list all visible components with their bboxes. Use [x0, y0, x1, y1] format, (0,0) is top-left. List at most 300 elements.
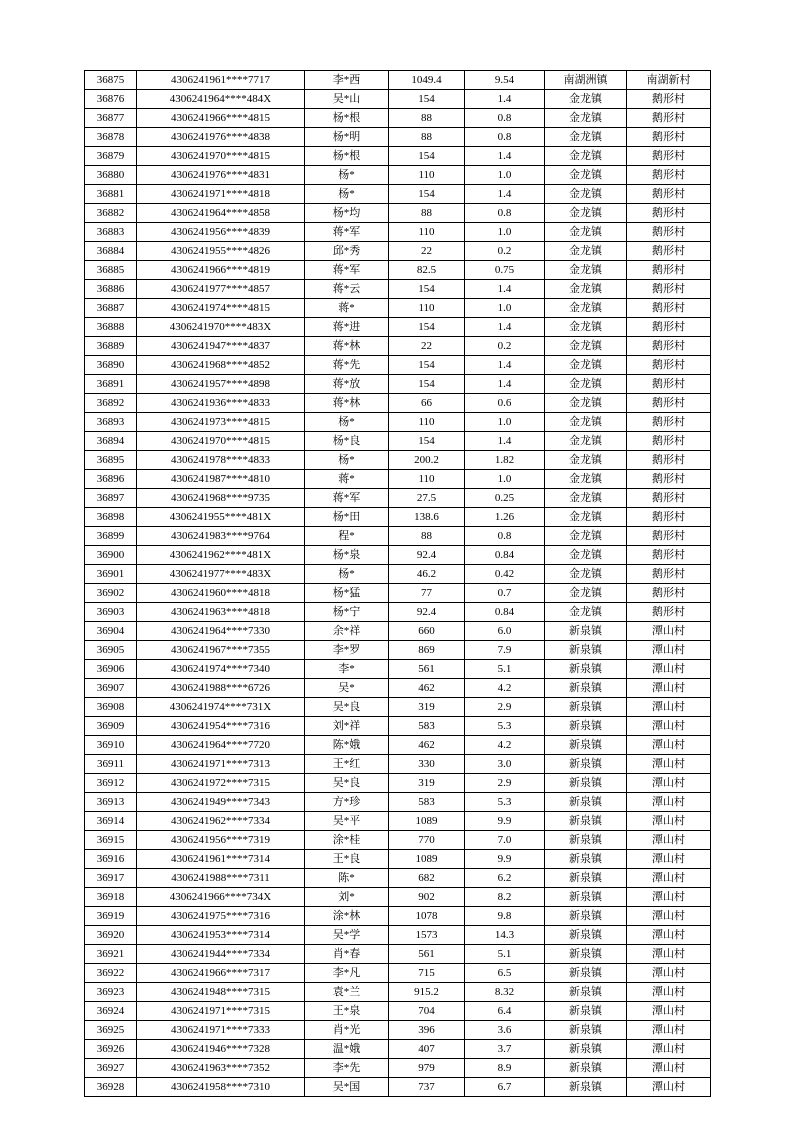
table-cell-area: 8.32 [465, 983, 545, 1002]
table-cell-name: 陈*娥 [305, 736, 389, 755]
table-cell-serial: 36880 [85, 166, 137, 185]
table-cell-name: 刘*祥 [305, 717, 389, 736]
table-cell-name: 肖*光 [305, 1021, 389, 1040]
table-cell-name: 王*良 [305, 850, 389, 869]
table-cell-id: 4306241946****7328 [137, 1040, 305, 1059]
table-cell-name: 李*西 [305, 71, 389, 90]
beneficiary-table [84, 70, 711, 1097]
table-cell-town: 新泉镇 [545, 1040, 627, 1059]
table-cell-serial: 36924 [85, 1002, 137, 1021]
table-cell-name: 李*罗 [305, 641, 389, 660]
table-cell-town: 新泉镇 [545, 850, 627, 869]
table-cell-town: 金龙镇 [545, 204, 627, 223]
table-cell-area: 6.5 [465, 964, 545, 983]
table-cell-serial: 36909 [85, 717, 137, 736]
table-cell-id: 4306241953****7314 [137, 926, 305, 945]
table-cell-amount: 88 [389, 109, 465, 128]
table-row [85, 413, 711, 432]
table-row [85, 489, 711, 508]
table-cell-town: 新泉镇 [545, 869, 627, 888]
table-cell-area: 8.2 [465, 888, 545, 907]
table-row [85, 508, 711, 527]
table-cell-area: 1.4 [465, 318, 545, 337]
table-cell-area: 1.4 [465, 147, 545, 166]
table-cell-area: 4.2 [465, 679, 545, 698]
table-cell-name: 程* [305, 527, 389, 546]
table-cell-village: 潭山村 [627, 907, 711, 926]
table-cell-serial: 36899 [85, 527, 137, 546]
table-cell-area: 9.9 [465, 850, 545, 869]
table-cell-serial: 36923 [85, 983, 137, 1002]
table-row [85, 774, 711, 793]
table-cell-village: 鹅形村 [627, 489, 711, 508]
table-cell-amount: 154 [389, 185, 465, 204]
table-row [85, 679, 711, 698]
table-cell-town: 金龙镇 [545, 527, 627, 546]
table-cell-name: 杨*根 [305, 109, 389, 128]
table-cell-town: 金龙镇 [545, 375, 627, 394]
table-cell-town: 新泉镇 [545, 717, 627, 736]
table-cell-town: 新泉镇 [545, 1059, 627, 1078]
table-cell-serial: 36922 [85, 964, 137, 983]
table-cell-amount: 88 [389, 204, 465, 223]
table-cell-village: 潭山村 [627, 774, 711, 793]
table-cell-village: 鹅形村 [627, 280, 711, 299]
table-cell-area: 3.6 [465, 1021, 545, 1040]
table-cell-village: 鹅形村 [627, 432, 711, 451]
table-row [85, 755, 711, 774]
table-row [85, 736, 711, 755]
table-cell-id: 4306241944****7334 [137, 945, 305, 964]
table-cell-town: 金龙镇 [545, 128, 627, 147]
table-cell-id: 4306241961****7314 [137, 850, 305, 869]
table-cell-town: 新泉镇 [545, 755, 627, 774]
table-cell-town: 金龙镇 [545, 337, 627, 356]
table-cell-amount: 92.4 [389, 546, 465, 565]
table-cell-amount: 660 [389, 622, 465, 641]
table-cell-area: 7.0 [465, 831, 545, 850]
table-row [85, 565, 711, 584]
table-cell-id: 4306241961****7717 [137, 71, 305, 90]
table-cell-town: 新泉镇 [545, 698, 627, 717]
table-cell-id: 4306241964****4858 [137, 204, 305, 223]
table-row [85, 983, 711, 1002]
table-cell-id: 4306241964****7720 [137, 736, 305, 755]
table-cell-area: 5.3 [465, 793, 545, 812]
table-cell-id: 4306241976****4831 [137, 166, 305, 185]
table-cell-name: 蒋*林 [305, 337, 389, 356]
table-cell-amount: 319 [389, 774, 465, 793]
table-cell-amount: 396 [389, 1021, 465, 1040]
table-cell-town: 金龙镇 [545, 223, 627, 242]
table-cell-name: 吴*山 [305, 90, 389, 109]
table-cell-town: 新泉镇 [545, 888, 627, 907]
table-row [85, 584, 711, 603]
table-cell-amount: 1089 [389, 850, 465, 869]
table-cell-name: 蒋* [305, 299, 389, 318]
table-row [85, 185, 711, 204]
table-cell-amount: 110 [389, 413, 465, 432]
table-cell-village: 鹅形村 [627, 242, 711, 261]
table-cell-name: 吴*国 [305, 1078, 389, 1097]
table-cell-area: 7.9 [465, 641, 545, 660]
table-cell-amount: 770 [389, 831, 465, 850]
table-cell-name: 杨*泉 [305, 546, 389, 565]
table-cell-village: 潭山村 [627, 679, 711, 698]
table-cell-amount: 979 [389, 1059, 465, 1078]
table-cell-area: 6.0 [465, 622, 545, 641]
table-row [85, 660, 711, 679]
table-cell-id: 4306241983****9764 [137, 527, 305, 546]
table-row [85, 698, 711, 717]
table-cell-id: 4306241967****7355 [137, 641, 305, 660]
table-cell-area: 1.4 [465, 375, 545, 394]
table-cell-name: 杨* [305, 185, 389, 204]
table-cell-area: 4.2 [465, 736, 545, 755]
table-cell-amount: 154 [389, 318, 465, 337]
table-cell-serial: 36904 [85, 622, 137, 641]
table-cell-area: 0.42 [465, 565, 545, 584]
table-cell-name: 蒋*军 [305, 223, 389, 242]
table-cell-name: 涂*桂 [305, 831, 389, 850]
table-cell-id: 4306241947****4837 [137, 337, 305, 356]
table-cell-serial: 36913 [85, 793, 137, 812]
table-cell-serial: 36914 [85, 812, 137, 831]
table-cell-amount: 154 [389, 147, 465, 166]
table-cell-village: 鹅形村 [627, 508, 711, 527]
table-cell-town: 新泉镇 [545, 660, 627, 679]
table-cell-id: 4306241963****4818 [137, 603, 305, 622]
table-cell-town: 金龙镇 [545, 413, 627, 432]
table-cell-id: 4306241966****734X [137, 888, 305, 907]
table-cell-village: 南湖新村 [627, 71, 711, 90]
table-cell-name: 李*凡 [305, 964, 389, 983]
table-cell-id: 4306241974****7340 [137, 660, 305, 679]
table-cell-amount: 77 [389, 584, 465, 603]
table-cell-area: 1.0 [465, 223, 545, 242]
table-cell-serial: 36882 [85, 204, 137, 223]
table-row [85, 356, 711, 375]
table-cell-name: 方*珍 [305, 793, 389, 812]
table-cell-town: 新泉镇 [545, 945, 627, 964]
table-cell-town: 新泉镇 [545, 793, 627, 812]
table-cell-village: 鹅形村 [627, 185, 711, 204]
table-cell-village: 鹅形村 [627, 337, 711, 356]
table-cell-village: 潭山村 [627, 888, 711, 907]
table-cell-town: 金龙镇 [545, 299, 627, 318]
table-cell-id: 4306241987****4810 [137, 470, 305, 489]
table-cell-id: 4306241970****4815 [137, 147, 305, 166]
table-cell-id: 4306241973****4815 [137, 413, 305, 432]
table-row [85, 641, 711, 660]
table-cell-id: 4306241955****481X [137, 508, 305, 527]
table-cell-serial: 36889 [85, 337, 137, 356]
table-cell-name: 袁*兰 [305, 983, 389, 1002]
table-row [85, 394, 711, 413]
table-cell-town: 新泉镇 [545, 983, 627, 1002]
table-cell-town: 新泉镇 [545, 679, 627, 698]
table-cell-serial: 36919 [85, 907, 137, 926]
table-cell-village: 潭山村 [627, 1021, 711, 1040]
table-cell-serial: 36879 [85, 147, 137, 166]
table-cell-serial: 36884 [85, 242, 137, 261]
table-cell-area: 9.9 [465, 812, 545, 831]
table-cell-serial: 36888 [85, 318, 137, 337]
table-cell-town: 金龙镇 [545, 318, 627, 337]
table-cell-amount: 869 [389, 641, 465, 660]
table-cell-amount: 154 [389, 280, 465, 299]
table-cell-town: 金龙镇 [545, 584, 627, 603]
table-cell-amount: 110 [389, 223, 465, 242]
table-cell-amount: 46.2 [389, 565, 465, 584]
table-cell-area: 5.1 [465, 660, 545, 679]
table-cell-id: 4306241976****4838 [137, 128, 305, 147]
table-cell-id: 4306241988****6726 [137, 679, 305, 698]
table-cell-area: 0.2 [465, 337, 545, 356]
table-cell-serial: 36876 [85, 90, 137, 109]
table-cell-village: 潭山村 [627, 641, 711, 660]
table-cell-area: 6.4 [465, 1002, 545, 1021]
table-cell-area: 0.75 [465, 261, 545, 280]
table-cell-serial: 36927 [85, 1059, 137, 1078]
table-cell-id: 4306241966****4819 [137, 261, 305, 280]
table-cell-id: 4306241956****4839 [137, 223, 305, 242]
table-row [85, 204, 711, 223]
table-cell-area: 3.7 [465, 1040, 545, 1059]
table-row [85, 964, 711, 983]
table-row [85, 1078, 711, 1097]
table-cell-id: 4306241971****7333 [137, 1021, 305, 1040]
table-cell-serial: 36877 [85, 109, 137, 128]
table-cell-id: 4306241974****731X [137, 698, 305, 717]
table-cell-amount: 462 [389, 679, 465, 698]
table-cell-id: 4306241958****7310 [137, 1078, 305, 1097]
table-cell-town: 金龙镇 [545, 470, 627, 489]
table-cell-amount: 902 [389, 888, 465, 907]
table-cell-town: 新泉镇 [545, 831, 627, 850]
table-cell-name: 陈* [305, 869, 389, 888]
table-cell-village: 潭山村 [627, 964, 711, 983]
table-cell-serial: 36921 [85, 945, 137, 964]
table-cell-town: 新泉镇 [545, 1078, 627, 1097]
table-cell-town: 南湖洲镇 [545, 71, 627, 90]
table-cell-area: 6.7 [465, 1078, 545, 1097]
table-row [85, 1040, 711, 1059]
table-cell-town: 新泉镇 [545, 774, 627, 793]
table-cell-village: 鹅形村 [627, 546, 711, 565]
table-cell-area: 1.0 [465, 166, 545, 185]
table-cell-village: 潭山村 [627, 736, 711, 755]
table-cell-name: 吴*平 [305, 812, 389, 831]
table-cell-serial: 36878 [85, 128, 137, 147]
table-cell-area: 0.84 [465, 546, 545, 565]
table-row [85, 166, 711, 185]
table-cell-serial: 36892 [85, 394, 137, 413]
table-cell-amount: 154 [389, 356, 465, 375]
table-cell-town: 金龙镇 [545, 261, 627, 280]
table-row [85, 71, 711, 90]
table-cell-village: 潭山村 [627, 1059, 711, 1078]
table-cell-town: 金龙镇 [545, 432, 627, 451]
table-cell-serial: 36883 [85, 223, 137, 242]
table-cell-village: 潭山村 [627, 1002, 711, 1021]
table-row [85, 1021, 711, 1040]
table-cell-town: 金龙镇 [545, 147, 627, 166]
table-cell-serial: 36902 [85, 584, 137, 603]
table-cell-name: 杨* [305, 565, 389, 584]
table-cell-serial: 36912 [85, 774, 137, 793]
table-cell-area: 6.2 [465, 869, 545, 888]
table-cell-serial: 36926 [85, 1040, 137, 1059]
table-cell-town: 新泉镇 [545, 736, 627, 755]
table-cell-id: 4306241955****4826 [137, 242, 305, 261]
table-cell-town: 新泉镇 [545, 622, 627, 641]
table-cell-area: 0.8 [465, 128, 545, 147]
table-cell-serial: 36901 [85, 565, 137, 584]
table-cell-area: 0.8 [465, 527, 545, 546]
table-cell-name: 蒋*进 [305, 318, 389, 337]
table-cell-area: 1.0 [465, 299, 545, 318]
table-cell-name: 杨*明 [305, 128, 389, 147]
table-row [85, 109, 711, 128]
table-row [85, 527, 711, 546]
table-cell-id: 4306241936****4833 [137, 394, 305, 413]
table-row [85, 261, 711, 280]
table-cell-name: 吴*良 [305, 698, 389, 717]
table-cell-name: 李*先 [305, 1059, 389, 1078]
table-cell-village: 鹅形村 [627, 394, 711, 413]
table-cell-amount: 407 [389, 1040, 465, 1059]
table-cell-id: 4306241964****7330 [137, 622, 305, 641]
table-row [85, 603, 711, 622]
table-cell-area: 1.4 [465, 280, 545, 299]
table-cell-id: 4306241948****7315 [137, 983, 305, 1002]
table-cell-amount: 154 [389, 375, 465, 394]
table-cell-village: 潭山村 [627, 660, 711, 679]
table-cell-amount: 462 [389, 736, 465, 755]
table-cell-village: 潭山村 [627, 622, 711, 641]
table-cell-area: 1.0 [465, 470, 545, 489]
table-row [85, 622, 711, 641]
table-cell-name: 蒋*军 [305, 489, 389, 508]
table-cell-serial: 36910 [85, 736, 137, 755]
table-cell-serial: 36903 [85, 603, 137, 622]
table-cell-id: 4306241964****484X [137, 90, 305, 109]
table-row [85, 318, 711, 337]
table-cell-area: 2.9 [465, 774, 545, 793]
table-cell-town: 新泉镇 [545, 1021, 627, 1040]
table-cell-name: 蒋*放 [305, 375, 389, 394]
table-cell-id: 4306241971****7315 [137, 1002, 305, 1021]
table-cell-area: 1.4 [465, 432, 545, 451]
table-row [85, 147, 711, 166]
table-cell-area: 2.9 [465, 698, 545, 717]
table-row [85, 1059, 711, 1078]
table-cell-village: 鹅形村 [627, 223, 711, 242]
table-cell-name: 蒋* [305, 470, 389, 489]
table-cell-serial: 36893 [85, 413, 137, 432]
table-cell-village: 鹅形村 [627, 204, 711, 223]
table-cell-village: 潭山村 [627, 717, 711, 736]
table-row [85, 470, 711, 489]
table-cell-town: 金龙镇 [545, 603, 627, 622]
table-cell-amount: 1049.4 [389, 71, 465, 90]
table-cell-id: 4306241962****7334 [137, 812, 305, 831]
table-row [85, 945, 711, 964]
table-cell-amount: 704 [389, 1002, 465, 1021]
table-cell-name: 王*红 [305, 755, 389, 774]
table-cell-village: 鹅形村 [627, 603, 711, 622]
table-cell-id: 4306241956****7319 [137, 831, 305, 850]
table-row [85, 793, 711, 812]
table-cell-serial: 36886 [85, 280, 137, 299]
table-cell-amount: 66 [389, 394, 465, 413]
table-cell-name: 蒋*军 [305, 261, 389, 280]
table-cell-serial: 36920 [85, 926, 137, 945]
table-cell-amount: 110 [389, 470, 465, 489]
table-cell-village: 潭山村 [627, 793, 711, 812]
table-cell-serial: 36917 [85, 869, 137, 888]
table-cell-village: 潭山村 [627, 983, 711, 1002]
table-row [85, 299, 711, 318]
table-cell-name: 杨*根 [305, 147, 389, 166]
table-cell-name: 吴* [305, 679, 389, 698]
table-row [85, 242, 711, 261]
table-cell-id: 4306241970****483X [137, 318, 305, 337]
table-cell-village: 鹅形村 [627, 299, 711, 318]
table-cell-amount: 27.5 [389, 489, 465, 508]
table-cell-serial: 36908 [85, 698, 137, 717]
table-row [85, 907, 711, 926]
table-cell-serial: 36895 [85, 451, 137, 470]
table-cell-serial: 36890 [85, 356, 137, 375]
table-cell-village: 潭山村 [627, 850, 711, 869]
table-cell-area: 8.9 [465, 1059, 545, 1078]
table-cell-town: 金龙镇 [545, 280, 627, 299]
table-cell-name: 温*娥 [305, 1040, 389, 1059]
table-cell-area: 3.0 [465, 755, 545, 774]
table-cell-id: 4306241966****7317 [137, 964, 305, 983]
table-cell-name: 蒋*云 [305, 280, 389, 299]
table-cell-amount: 138.6 [389, 508, 465, 527]
table-cell-name: 余*祥 [305, 622, 389, 641]
table-row [85, 280, 711, 299]
table-cell-amount: 583 [389, 793, 465, 812]
table-row [85, 128, 711, 147]
table-cell-amount: 682 [389, 869, 465, 888]
table-cell-area: 0.84 [465, 603, 545, 622]
table-cell-village: 潭山村 [627, 869, 711, 888]
table-cell-area: 5.1 [465, 945, 545, 964]
table-cell-town: 金龙镇 [545, 489, 627, 508]
table-cell-town: 新泉镇 [545, 907, 627, 926]
table-cell-town: 金龙镇 [545, 242, 627, 261]
table-cell-serial: 36906 [85, 660, 137, 679]
table-cell-serial: 36918 [85, 888, 137, 907]
table-cell-area: 1.4 [465, 185, 545, 204]
table-cell-name: 杨* [305, 166, 389, 185]
table-cell-id: 4306241957****4898 [137, 375, 305, 394]
table-cell-name: 杨*宁 [305, 603, 389, 622]
table-cell-amount: 737 [389, 1078, 465, 1097]
table-cell-village: 鹅形村 [627, 375, 711, 394]
table-row [85, 831, 711, 850]
table-body [85, 71, 711, 1097]
table-cell-amount: 561 [389, 945, 465, 964]
table-cell-area: 0.25 [465, 489, 545, 508]
table-cell-name: 蒋*林 [305, 394, 389, 413]
table-cell-amount: 1078 [389, 907, 465, 926]
